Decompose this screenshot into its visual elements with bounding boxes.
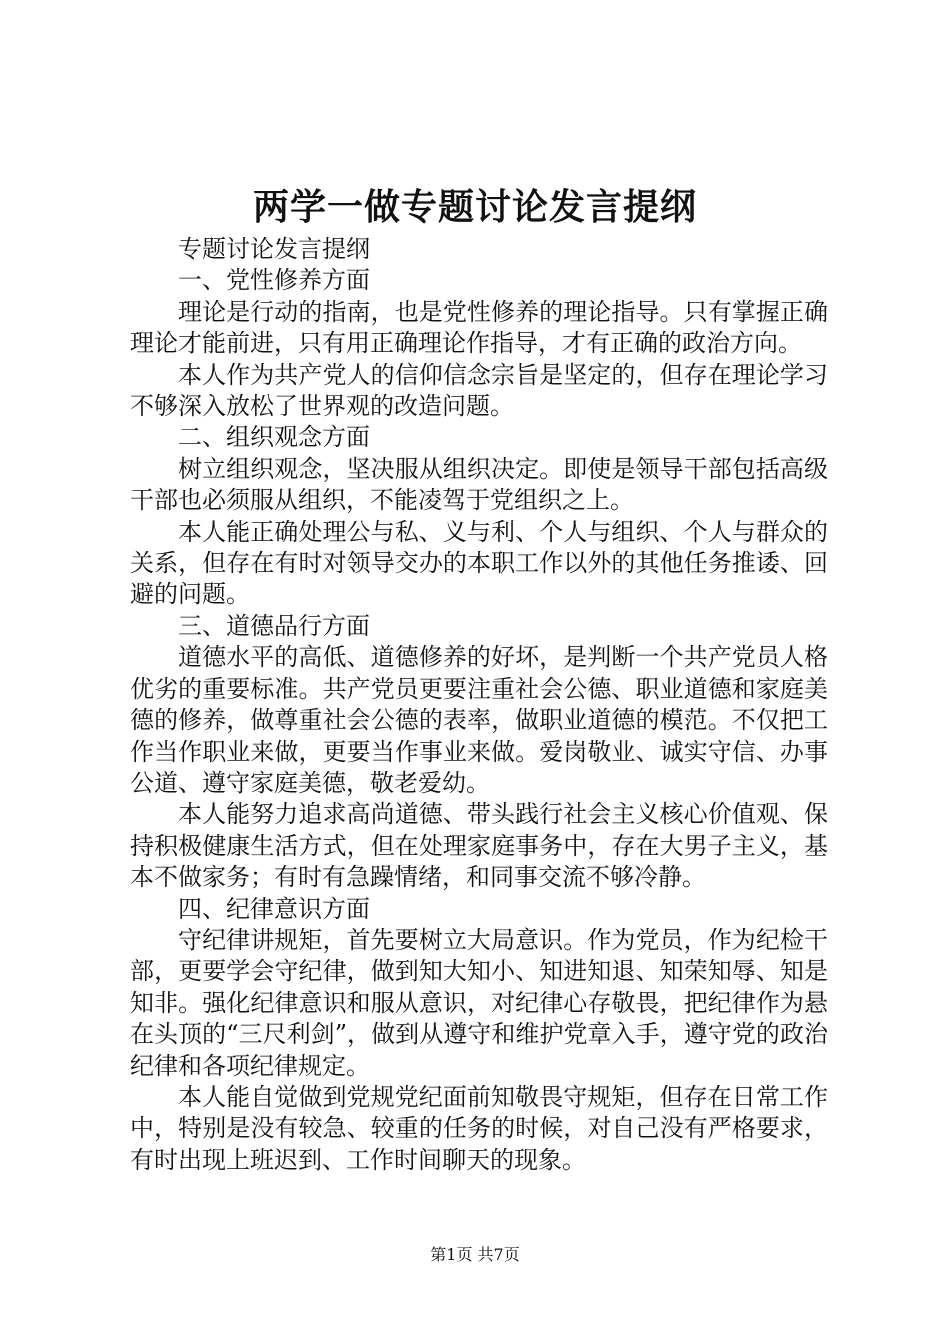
page-footer: 第1页 共7页 bbox=[430, 1245, 520, 1264]
section-heading: 三、道德品行方面 bbox=[178, 611, 370, 640]
paragraph: 守纪律讲规矩，首先要树立大局意识。作为党员，作为纪检干部，更要学会守纪律，做到知大知小、知进知退、知荣知辱、知是知非。强化纪律意识和服从意识，对纪律心存敬畏，把纪律作为悬在头顶的“三尺利剑”，做到从遵守和维护党章入手，遵守党的政治纪律和各项纪律规定。 bbox=[130, 925, 828, 1080]
paragraph: 本人作为共产党人的信仰信念宗旨是坚定的，但存在理论学习不够深入放松了世界观的改造问题。 bbox=[130, 360, 828, 421]
section-heading: 一、党性修养方面 bbox=[178, 266, 370, 295]
document-body bbox=[130, 234, 828, 1176]
document-title: 两学一做专题讨论发言提纲 bbox=[252, 186, 697, 228]
paragraph: 本人能努力追求高尚道德、带头践行社会主义核心价值观、保持积极健康生活方式，但在处理家庭事务中，存在大男子主义，基本不做家务；有时有急躁情绪，和同事交流不够冷静。 bbox=[130, 800, 828, 892]
paragraph: 本人能自觉做到党规党纪面前知敬畏守规矩，但存在日常工作中，特别是没有较急、较重的任务的时候，对自己没有严格要求，有时出现上班迟到、工作时间聊天的现象。 bbox=[130, 1082, 828, 1174]
paragraph-subtitle: 专题讨论发言提纲 bbox=[178, 235, 370, 263]
section-heading: 四、纪律意识方面 bbox=[178, 894, 370, 923]
paragraph: 道德水平的高低、道德修养的好坏，是判断一个共产党员人格优劣的重要标准。共产党员更要注重社会公德、职业道德和家庭美德的修养，做尊重社会公德的表率，做职业道德的模范。不仅把工作当作职业来做，更要当作事业来做。爱岗敬业、诚实守信、办事公道、遵守家庭美德，敬老爱幼。 bbox=[130, 643, 828, 797]
paragraph: 树立组织观念，坚决服从组织决定。即使是领导干部包括高级干部也必须服从组织，不能凌驾于党组织之上。 bbox=[130, 454, 828, 515]
paragraph: 理论是行动的指南，也是党性修养的理论指导。只有掌握正确理论才能前进，只有用正确理论作指导，才有正确的政治方向。 bbox=[130, 297, 828, 358]
paragraph: 本人能正确处理公与私、义与利、个人与组织、个人与群众的关系，但存在有时对领导交办的本职工作以外的其他任务推诿、回避的问题。 bbox=[130, 517, 828, 609]
section-heading: 二、组织观念方面 bbox=[178, 423, 370, 452]
